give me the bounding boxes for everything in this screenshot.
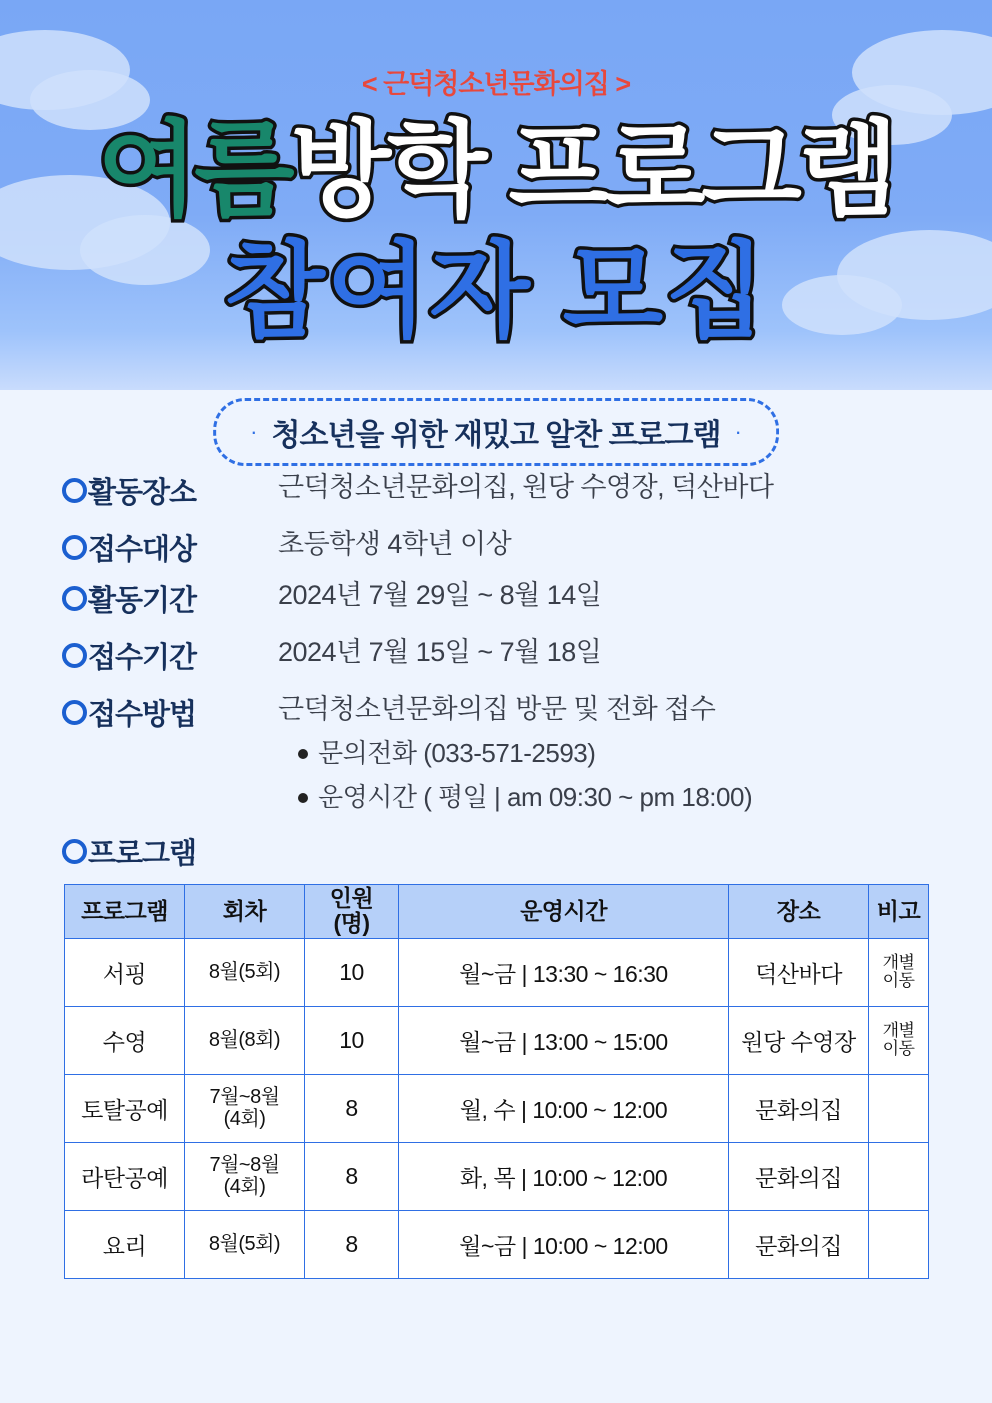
cell-rounds <box>185 1142 305 1210</box>
cell-rounds-line2: (4회) <box>223 1176 266 1199</box>
cell-note <box>869 938 929 1006</box>
circle-bullet-icon <box>62 700 88 725</box>
th-hours: 운영시간 <box>399 885 729 939</box>
cell-place: 문화의집 <box>729 1074 869 1142</box>
dot-icon: · <box>250 419 258 444</box>
dot-icon: · <box>734 419 742 444</box>
cell-note-line2: 이동 <box>882 1039 915 1059</box>
contact-hours-text: 운영시간 ( 평일 | am 09:30 ~ pm 18:00) <box>318 781 753 812</box>
circle-bullet-icon <box>62 643 88 668</box>
info-label: 접수대상 <box>88 534 197 566</box>
cell-rounds: 8월(8회) <box>185 1006 305 1074</box>
th-capacity-line2: (명) <box>333 910 370 937</box>
cell-capacity: 8 <box>305 1210 399 1278</box>
program-table <box>64 884 929 1279</box>
table-header-row <box>65 885 929 939</box>
dot-icon <box>298 749 308 759</box>
info-label: 접수방법 <box>88 699 197 731</box>
circle-bullet-icon <box>62 478 88 503</box>
cell-hours: 화, 목 | 10:00 ~ 12:00 <box>399 1142 729 1210</box>
cell-rounds-line1: 7월~8월 <box>209 1086 280 1109</box>
table-row <box>65 1006 929 1074</box>
cell-note-line1: 개별 <box>882 1021 915 1041</box>
cell-note-line1: 개별 <box>882 953 915 973</box>
cell-rounds: 8월(5회) <box>185 938 305 1006</box>
contact-phone-text: 문의전화 (033-571-2593) <box>318 738 596 769</box>
cell-place: 덕산바다 <box>729 938 869 1006</box>
info-label: 활동장소 <box>88 477 197 509</box>
th-rounds: 회차 <box>185 885 305 939</box>
info-value-group <box>278 692 752 815</box>
cell-capacity: 8 <box>305 1074 399 1142</box>
title-segment-green: 여름 <box>97 113 291 229</box>
info-row-program-heading <box>62 831 942 872</box>
info-value: 근덕청소년문화의집, 원당 수영장, 덕산바다 <box>278 472 774 502</box>
cell-program: 라탄공예 <box>65 1142 185 1210</box>
cell-place: 문화의집 <box>729 1210 869 1278</box>
info-list <box>62 470 942 888</box>
cell-note-line2: 이동 <box>882 971 915 991</box>
cell-place: 문화의집 <box>729 1142 869 1210</box>
th-note: 비고 <box>869 885 929 939</box>
info-row-location <box>62 470 942 511</box>
cell-hours: 월~금 | 10:00 ~ 12:00 <box>399 1210 729 1278</box>
th-program: 프로그램 <box>65 885 185 939</box>
info-label: 접수기간 <box>88 642 197 674</box>
cell-program: 토탈공예 <box>65 1074 185 1142</box>
info-row-period <box>62 578 942 619</box>
subtitle-badge <box>213 398 779 466</box>
cell-program: 수영 <box>65 1006 185 1074</box>
cell-rounds-line1: 7월~8월 <box>209 1154 280 1177</box>
info-value: 근덕청소년문화의집 방문 및 전화 접수 <box>278 694 716 724</box>
contact-hours-line <box>298 781 752 815</box>
info-value: 2024년 7월 15일 ~ 7월 18일 <box>278 637 602 667</box>
poster-title-line1 <box>0 115 992 227</box>
cell-note <box>869 1142 929 1210</box>
table-row <box>65 938 929 1006</box>
circle-bullet-icon <box>62 839 88 864</box>
info-row-application-period <box>62 635 942 676</box>
dot-icon <box>298 793 308 803</box>
cell-rounds <box>185 1074 305 1142</box>
cell-program: 요리 <box>65 1210 185 1278</box>
info-row-application-method <box>62 692 942 815</box>
cell-program: 서핑 <box>65 938 185 1006</box>
program-table-wrapper <box>64 884 928 1279</box>
th-capacity-line1: 인원 <box>329 885 374 911</box>
table-row <box>65 1142 929 1210</box>
info-value: 2024년 7월 29일 ~ 8월 14일 <box>278 580 602 610</box>
cell-rounds-line2: (4회) <box>223 1108 266 1131</box>
cell-note <box>869 1074 929 1142</box>
cell-note <box>869 1006 929 1074</box>
contact-phone-line <box>298 737 752 771</box>
cell-capacity: 10 <box>305 938 399 1006</box>
circle-bullet-icon <box>62 586 88 611</box>
info-row-target <box>62 527 942 568</box>
table-row <box>65 1210 929 1278</box>
poster-title-line2: 참여자 모집 <box>224 234 768 350</box>
program-heading-label: 프로그램 <box>88 837 197 870</box>
th-capacity <box>305 885 399 939</box>
subtitle-text: 청소년을 위한 재밌고 알찬 프로그램 <box>271 419 721 452</box>
cell-hours: 월~금 | 13:30 ~ 16:30 <box>399 938 729 1006</box>
cell-capacity: 8 <box>305 1142 399 1210</box>
cell-rounds: 8월(5회) <box>185 1210 305 1278</box>
cell-hours: 월~금 | 13:00 ~ 15:00 <box>399 1006 729 1074</box>
info-label: 활동기간 <box>88 585 197 617</box>
cell-capacity: 10 <box>305 1006 399 1074</box>
cell-place: 원당 수영장 <box>729 1006 869 1074</box>
circle-bullet-icon <box>62 535 88 560</box>
cell-hours: 월, 수 | 10:00 ~ 12:00 <box>399 1074 729 1142</box>
th-place: 장소 <box>729 885 869 939</box>
venue-name: < 근덕청소년문화의집 > <box>361 69 631 99</box>
info-value: 초등학생 4학년 이상 <box>278 529 512 559</box>
cell-note <box>869 1210 929 1278</box>
title-segment-white: 방학 프로그램 <box>290 113 895 229</box>
table-row <box>65 1074 929 1142</box>
